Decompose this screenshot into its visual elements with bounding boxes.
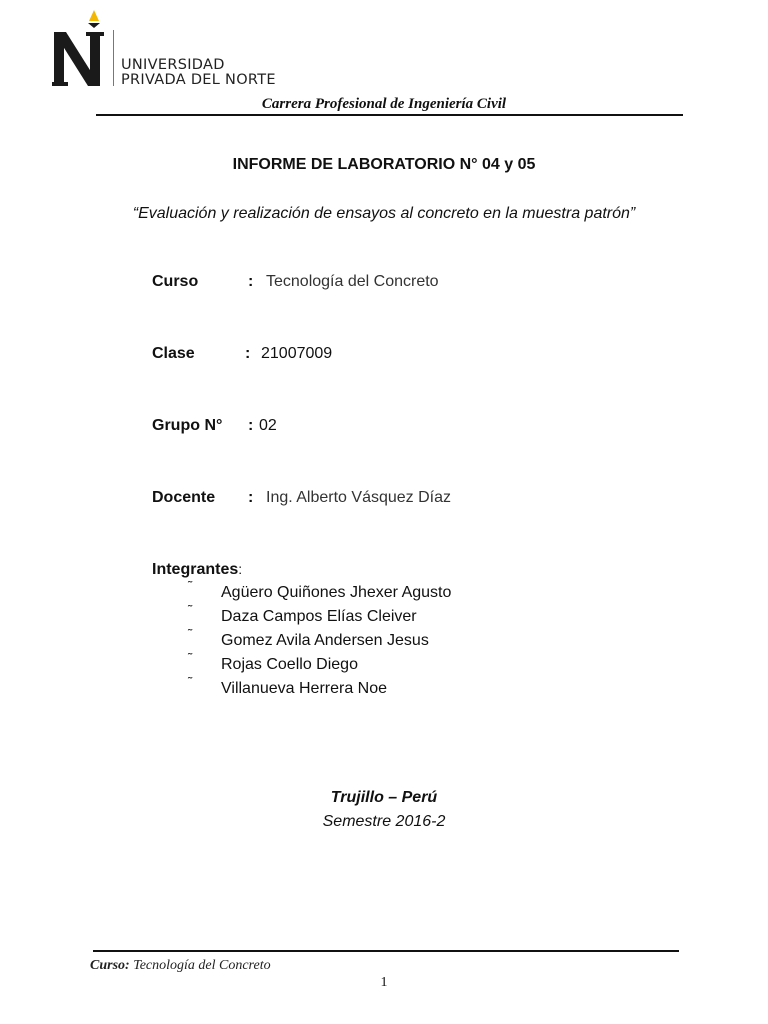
- member-item: [186, 650, 586, 680]
- report-subtitle: “Evaluación y realización de ensayos al concreto en la muestra patrón”: [132, 205, 636, 222]
- member-name: Daza Campos Elías Cleiver: [221, 608, 417, 625]
- logo-accent-triangle-gold: [89, 10, 99, 21]
- page-number: 1: [380, 975, 388, 990]
- bullet-icon: ˜: [188, 626, 193, 641]
- footer-course: [90, 958, 271, 974]
- member-name: Villanueva Herrera Noe: [221, 680, 388, 697]
- grupo-label: Grupo N°: [152, 417, 223, 434]
- members-heading-colon: :: [238, 561, 243, 577]
- member-name: Agüero Quiñones Jhexer Agusto: [221, 584, 452, 601]
- header-rule: [96, 114, 683, 116]
- curso-colon: :: [248, 273, 254, 290]
- bullet-icon: ˜: [188, 674, 193, 689]
- docente-colon: :: [248, 489, 254, 506]
- grupo-value: 02: [259, 417, 277, 434]
- footer-course-label: Curso:: [90, 958, 130, 973]
- curso-value: Tecnología del Concreto: [266, 273, 439, 290]
- clase-label: Clase: [152, 345, 195, 362]
- logo-n-right-stem: [90, 34, 100, 86]
- docente-label: Docente: [152, 489, 216, 506]
- bullet-icon: ˜: [188, 578, 193, 593]
- curso-label: Curso: [152, 273, 199, 290]
- member-item: [186, 602, 586, 632]
- logo-n-serif-bottom-left: [52, 82, 68, 86]
- grupo-colon: :: [248, 417, 254, 434]
- bullet-icon: ˜: [188, 650, 193, 665]
- university-name-line1: UNIVERSIDAD: [121, 57, 225, 73]
- member-item: [186, 578, 586, 608]
- footer-course-value: Tecnología del Concreto: [133, 958, 271, 973]
- place: Trujillo – Perú: [330, 789, 438, 806]
- member-item: [186, 626, 586, 656]
- university-name-line2: PRIVADA DEL NORTE: [121, 72, 276, 88]
- docente-value: Ing. Alberto Vásquez Díaz: [266, 489, 451, 506]
- career-title: Carrera Profesional de Ingeniería Civil: [261, 96, 507, 112]
- clase-value: 21007009: [261, 345, 333, 362]
- member-name: Gomez Avila Andersen Jesus: [221, 632, 429, 649]
- logo-divider: [113, 30, 114, 86]
- footer-rule: [93, 950, 679, 952]
- report-title: INFORME DE LABORATORIO N° 04 y 05: [232, 156, 536, 173]
- semester: Semestre 2016-2: [322, 813, 446, 830]
- university-logo-mark: [52, 10, 108, 88]
- members-heading-text: Integrantes: [152, 561, 239, 578]
- university-name: [121, 58, 276, 88]
- logo-n-serif-top-right: [86, 32, 104, 36]
- member-name: Rojas Coello Diego: [221, 656, 358, 673]
- bullet-icon: ˜: [188, 602, 193, 617]
- clase-colon: :: [245, 345, 251, 362]
- members-heading: [152, 561, 242, 579]
- logo-accent-triangle-dark: [88, 23, 100, 28]
- member-item: [186, 674, 586, 704]
